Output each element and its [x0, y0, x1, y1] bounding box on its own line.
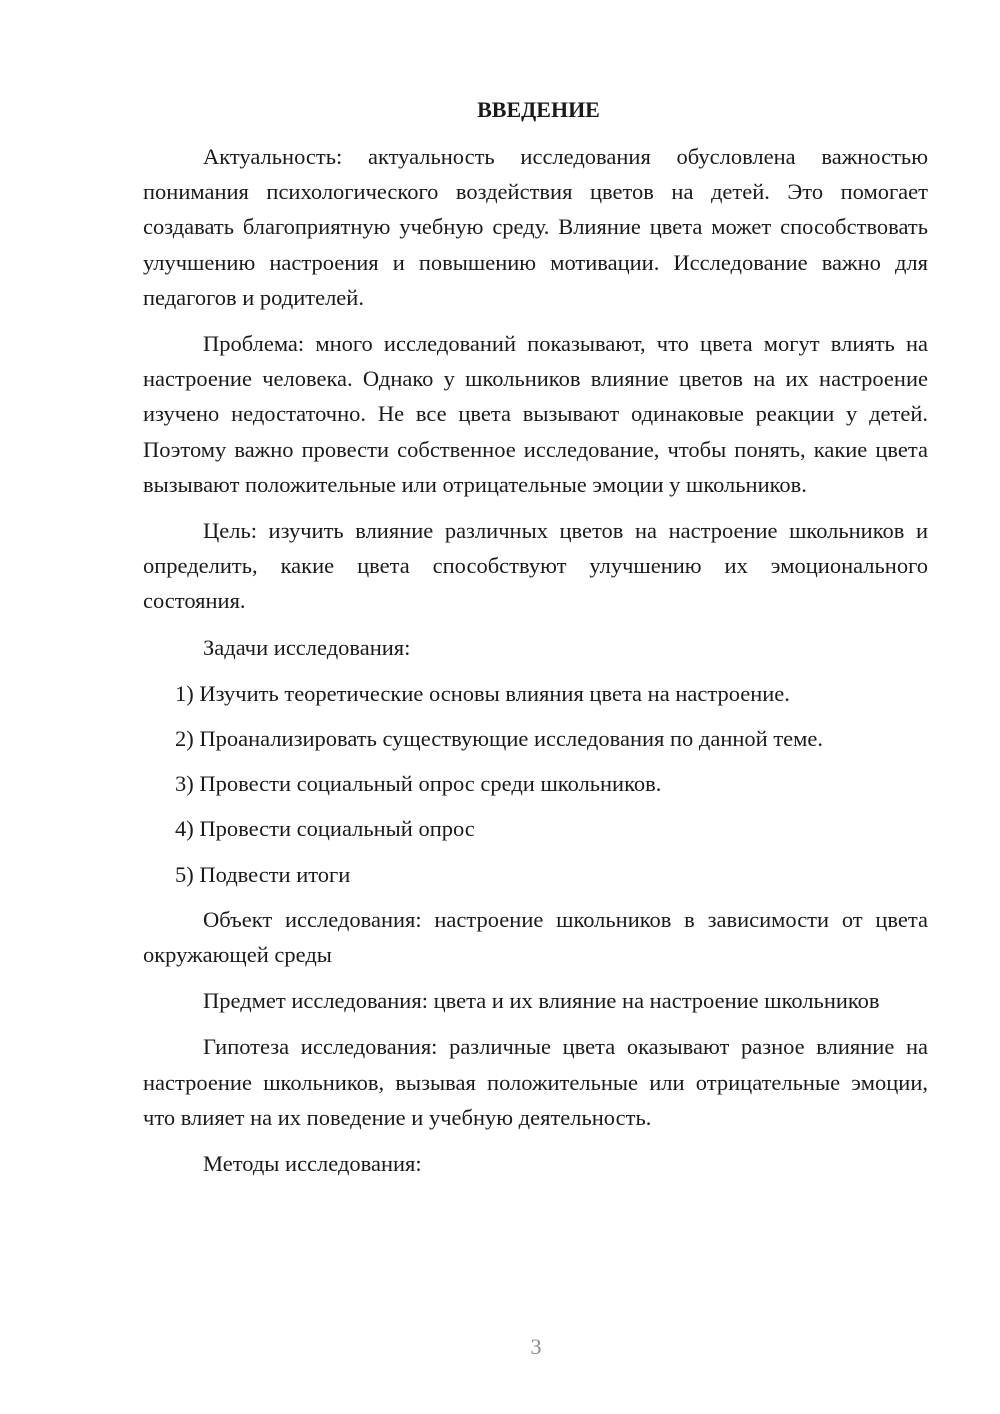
- page-title: ВВЕДЕНИЕ: [477, 97, 600, 122]
- methods-title: Методы исследования:: [203, 1151, 422, 1177]
- tasks-list: [143, 676, 928, 892]
- list-item: 5) Подвести итоги: [175, 861, 351, 887]
- paragraph-hypothesis: Гипотеза исследования: различные цвета оказывают разное влияние на настроение школьников, вызывая положительные или отрицательные эмоции, что влияет на их поведение и учебную деятельность.: [143, 1034, 928, 1130]
- paragraph-subject: Предмет исследования: цвета и их влияние на настроение школьников: [203, 988, 880, 1014]
- list-item: 3) Провести социальный опрос среди школьников.: [175, 771, 662, 797]
- document-page: [143, 92, 928, 1192]
- list-item: 4) Провести социальный опрос: [175, 816, 475, 842]
- paragraph-problem: Проблема: много исследований показывают, что цвета могут влиять на настроение человека. Однако у школьников влияние цветов на их настроение изучено недостаточно. Не все цвета вызывают одинаковые реакции у детей. Поэтому важно провести собственное исследование, чтобы понять, какие цвета вызывают положительные или отрицательные эмоции у школьников.: [143, 331, 928, 497]
- list-item: 2) Проанализировать существующие исследования по данной теме.: [175, 726, 824, 752]
- paragraph-object: Объект исследования: настроение школьников в зависимости от цвета окружающей среды: [143, 906, 928, 968]
- paragraph-relevance: Актуальность: актуальность исследования обусловлена важностью понимания психологического воздействия цветов на детей. Это помогает создавать благоприятную учебную среду. Влияние цвета может способствовать улучшению настроения и повышению мотивации. Исследование важно для педагогов и родителей.: [143, 144, 928, 310]
- page-number: 3: [530, 1334, 542, 1359]
- list-item: 1) Изучить теоретические основы влияния цвета на настроение.: [175, 680, 790, 706]
- paragraph-goal: Цель: изучить влияние различных цветов на настроение школьников и определить, какие цвета способствуют улучшению их эмоционального состояния.: [143, 518, 928, 614]
- tasks-title: Задачи исследования:: [203, 634, 411, 660]
